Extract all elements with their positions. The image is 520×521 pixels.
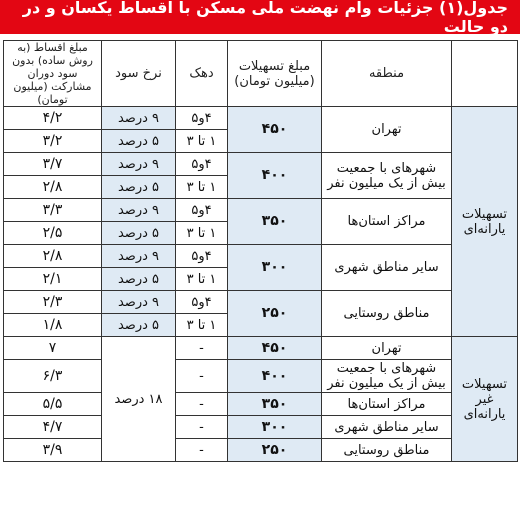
decile-cell: - [176, 416, 228, 439]
region-cell: شهرهای با جمعیت بیش از یک میلیون نفر [322, 360, 452, 393]
region-cell: تهران [322, 337, 452, 360]
decile-cell: ۴و۵ [176, 107, 228, 130]
facility-cell: ۳۵۰ [228, 199, 322, 245]
installment-cell: ۱/۸ [4, 314, 102, 337]
table-row [4, 360, 518, 393]
installment-cell: ۵/۵ [4, 393, 102, 416]
table-title: جدول(۱) جزئیات وام نهضت ملی مسکن با اقساط یکسان و در دو حالت [22, 0, 508, 36]
table-row [4, 245, 518, 268]
facility-cell: ۳۰۰ [228, 416, 322, 439]
region-cell: سایر مناطق شهری [322, 245, 452, 291]
decile-cell: ۱ تا ۳ [176, 130, 228, 153]
header-facility: مبلغ تسهیلات (میلیون تومان) [228, 41, 322, 107]
installment-cell: ۴/۷ [4, 416, 102, 439]
facility-cell: ۲۵۰ [228, 439, 322, 462]
rate-cell: ۹ درصد [102, 245, 176, 268]
table-row [4, 107, 518, 130]
header-installment: مبلغ اقساط (به روش ساده) بدون سود دوران مشارکت (میلیون تومان) [4, 41, 102, 107]
rate-cell: ۹ درصد [102, 153, 176, 176]
decile-cell: - [176, 439, 228, 462]
rate-cell: ۹ درصد [102, 107, 176, 130]
region-cell: مراکز استان‌ها [322, 199, 452, 245]
region-cell: تهران [322, 107, 452, 153]
rate-cell-merged: ۱۸ درصد [102, 337, 176, 462]
header-row [4, 41, 518, 107]
group-label-subsidized: تسهیلات یارانه‌ای [452, 107, 518, 337]
installment-cell: ۲/۵ [4, 222, 102, 245]
table-row [4, 291, 518, 314]
installment-cell: ۳/۲ [4, 130, 102, 153]
rate-cell: ۵ درصد [102, 222, 176, 245]
facility-cell: ۴۰۰ [228, 360, 322, 393]
table-row [4, 416, 518, 439]
facility-cell: ۴۵۰ [228, 107, 322, 153]
decile-cell: ۴و۵ [176, 199, 228, 222]
rate-cell: ۹ درصد [102, 291, 176, 314]
group-label-non-subsidized: تسهیلات غیر یارانه‌ای [452, 337, 518, 462]
installment-cell: ۳/۳ [4, 199, 102, 222]
decile-cell: ۱ تا ۳ [176, 222, 228, 245]
decile-cell: ۴و۵ [176, 291, 228, 314]
installment-cell: ۶/۳ [4, 360, 102, 393]
facility-cell: ۴۰۰ [228, 153, 322, 199]
header-rate: نرخ سود [102, 41, 176, 107]
table-title-bar [0, 0, 520, 34]
facility-cell: ۲۵۰ [228, 291, 322, 337]
decile-cell: ۱ تا ۳ [176, 268, 228, 291]
region-cell: مناطق روستایی [322, 291, 452, 337]
rate-cell: ۹ درصد [102, 199, 176, 222]
table-row [4, 393, 518, 416]
installment-cell: ۳/۹ [4, 439, 102, 462]
table-row [4, 337, 518, 360]
table-row [4, 153, 518, 176]
rate-cell: ۵ درصد [102, 176, 176, 199]
decile-cell: - [176, 360, 228, 393]
installment-cell: ۴/۲ [4, 107, 102, 130]
header-group [452, 41, 518, 107]
decile-cell: - [176, 337, 228, 360]
decile-cell: ۴و۵ [176, 245, 228, 268]
installment-cell: ۲/۱ [4, 268, 102, 291]
header-decile: دهک [176, 41, 228, 107]
decile-cell: - [176, 393, 228, 416]
installment-cell: ۲/۳ [4, 291, 102, 314]
rate-cell: ۵ درصد [102, 268, 176, 291]
decile-cell: ۱ تا ۳ [176, 314, 228, 337]
header-region: منطقه [322, 41, 452, 107]
installment-cell: ۷ [4, 337, 102, 360]
installment-cell: ۲/۸ [4, 245, 102, 268]
loan-details-table [3, 40, 518, 462]
facility-cell: ۳۵۰ [228, 393, 322, 416]
region-cell: مناطق روستایی [322, 439, 452, 462]
table-row [4, 199, 518, 222]
facility-cell: ۳۰۰ [228, 245, 322, 291]
region-cell: شهرهای با جمعیت بیش از یک میلیون نفر [322, 153, 452, 199]
decile-cell: ۴و۵ [176, 153, 228, 176]
table-row [4, 439, 518, 462]
rate-cell: ۵ درصد [102, 130, 176, 153]
rate-cell: ۵ درصد [102, 314, 176, 337]
facility-cell: ۴۵۰ [228, 337, 322, 360]
installment-cell: ۲/۸ [4, 176, 102, 199]
region-cell: سایر مناطق شهری [322, 416, 452, 439]
decile-cell: ۱ تا ۳ [176, 176, 228, 199]
installment-cell: ۳/۷ [4, 153, 102, 176]
region-cell: مراکز استان‌ها [322, 393, 452, 416]
